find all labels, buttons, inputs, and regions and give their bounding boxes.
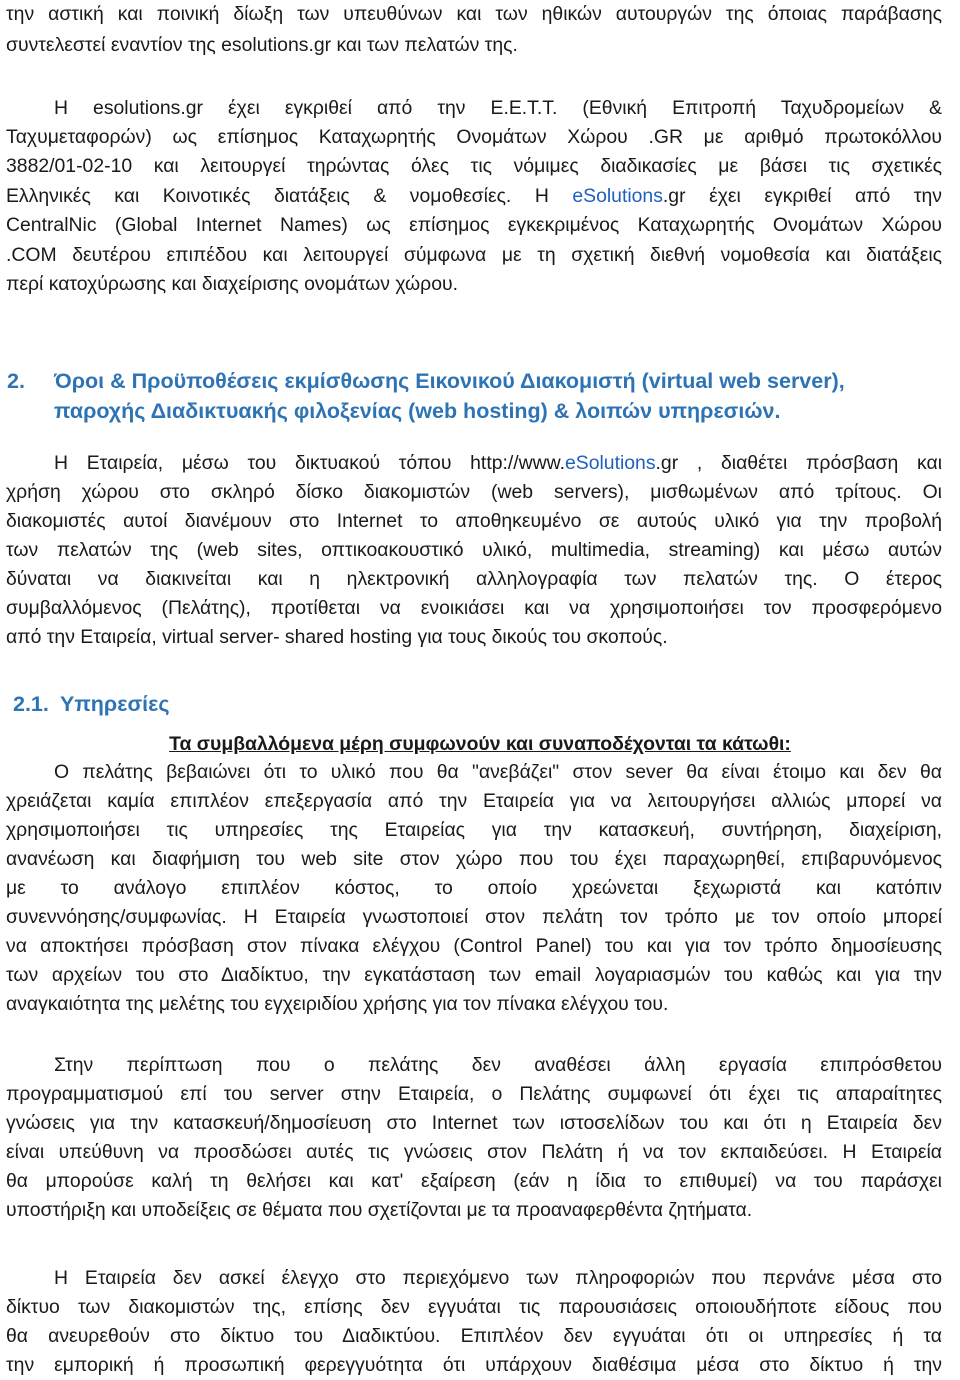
paragraph-line: των αρχείων του στο Διαδίκτυο, την εγκατάσταση των email λογαριασμών του καθώς και για την bbox=[6, 964, 942, 986]
paragraph-line: Η Εταιρεία δεν ασκεί έλεγχο στο περιεχόμενο των πληροφοριών που περνάνε μέσα στο bbox=[54, 1267, 942, 1289]
paragraph-line: CentralNic (Global Internet Names) ως επίσημος εγκεκριμένος Καταχωρητής Ονομάτων Χώρου bbox=[6, 214, 942, 236]
paragraph-line: θα ανευρεθούν στο δίκτυο του Διαδικτύου. Επιπλέον δεν εγγυάται ότι οι υπηρεσίες ή τα bbox=[6, 1325, 942, 1347]
paragraph-line: Ταχυμεταφορών) ως επίσημος Καταχωρητής Ονομάτων Χώρου .GR με αριθμό πρωτοκόλλου bbox=[6, 126, 942, 148]
subsection-number: 2.1. bbox=[13, 692, 49, 716]
paragraph-line: την εμπορική ή προσωπική φερεγγυότητα ότι υπάρχουν διαθέσιμα μέσα στο δίκτυο ή την bbox=[6, 1354, 942, 1376]
paragraph-line: ανανέωση και διαφήμιση του web site στον χώρο που του έχει παραχωρηθεί, επιβαρυνόμενος bbox=[6, 848, 942, 870]
paragraph-line: δίκτυο των διακομιστών της, επίσης δεν εγγυάται τις παρουσιάσεις οποιουδήποτε είδους που bbox=[6, 1296, 942, 1318]
paragraph-line: .COM δευτέρου επιπέδου και λειτουργεί σύμφωνα με τη σχετική διεθνή νομοθεσία και διατάξεις bbox=[6, 244, 942, 266]
paragraph-line: χρησιμοποιήσει τις υπηρεσίες της Εταιρείας για την κατασκευή, συντήρηση, διαχείριση, bbox=[6, 819, 942, 841]
paragraph-line: Στην περίπτωση που ο πελάτης δεν αναθέσει άλλη εργασία επιπρόσθετου bbox=[54, 1054, 942, 1076]
paragraph-line: χρήση χώρου στο σκληρό δίσκο διακομιστών (web servers), μισθωμένων από τρίτους. Οι bbox=[6, 481, 942, 503]
paragraph-line: χρειάζεται καμία επιπλέον επεξεργασία από την Εταιρεία για να λειτουργήσει αλλιώς μπορεί να bbox=[6, 790, 942, 812]
paragraph-line: υποστήριξη και υποδείξεις σε θέματα που σχετίζονται με τα προαναφερθέντα ζητήματα. bbox=[6, 1199, 753, 1221]
section-title: Όροι & Προϋποθέσεις εκμίσθωσης Εικονικού Διακομιστή (virtual web server), bbox=[54, 369, 845, 393]
paragraph-line: διακομιστές αυτοί διανέμουν στο Internet το αποθηκευμένο σε αυτούς υλικό για την προβολή bbox=[6, 510, 942, 532]
paragraph-line bbox=[6, 182, 942, 211]
paragraph-line: με το ανάλογο επιπλέον κόστος, το οποίο χρεώνεται ξεχωριστά και κατόπιν bbox=[6, 877, 942, 899]
paragraph-line: θα μπορούσε καλή τη θελήσει και κατ' εξαίρεση (εάν η ίδια το επιθυμεί) να του παράσχει bbox=[6, 1170, 942, 1192]
paragraph-line: δύναται να διακινείται και η ηλεκτρονική αλληλογραφία των πελατών της. Ο έτερος bbox=[6, 568, 942, 590]
subsection-subtitle: Τα συμβαλλόμενα μέρη συμφωνούν και συναποδέχονται τα κάτωθι: bbox=[169, 733, 791, 755]
paragraph-line: να αποκτήσει πρόσβαση στον πίνακα ελέγχου (Control Panel) του και για τον τρόπο δημοσίευσης bbox=[6, 935, 942, 957]
text-run: Ελληνικές και Κοινοτικές διατάξεις & νομοθεσίες. Η bbox=[6, 185, 573, 207]
paragraph-line: συμβαλλόμενος (Πελάτης), προτίθεται να ενοικιάσει και να χρησιμοποιήσει τον προσφερόμενο bbox=[6, 597, 942, 619]
brand-esolutions: eSolutions bbox=[572, 185, 663, 207]
paragraph-line: προγραμματισμού επί του server στην Εταιρεία, ο Πελάτης συμφωνεί ότι έχει τις απαραίτητες bbox=[6, 1083, 942, 1105]
paragraph-line: γνώσεις για την κατασκευή/δημοσίευση στο Internet των ιστοσελίδων του και ότι η Εταιρεία δεν bbox=[6, 1112, 942, 1134]
paragraph-line: αναγκαιότητα της μελέτης του εγχειριδίου χρήσης για τον πίνακα ελέγχου του. bbox=[6, 993, 669, 1015]
paragraph-line bbox=[54, 449, 942, 478]
paragraph-line: είναι υπεύθυνη να προσδώσει αυτές τις γνώσεις στον Πελάτη ή να τον εκπαιδεύσει. Η Εταιρεία bbox=[6, 1141, 942, 1163]
paragraph-line: περί κατοχύρωσης και διαχείρισης ονομάτων χώρου. bbox=[6, 273, 458, 295]
text-run: .gr έχει εγκριθεί από την bbox=[662, 185, 942, 207]
paragraph-line: Η esolutions.gr έχει εγκριθεί από την Ε.Ε.Τ.Τ. (Εθνική Επιτροπή Ταχυδρομείων & bbox=[54, 97, 942, 119]
paragraph-line: από την Εταιρεία, virtual server- shared hosting για τους δικούς του σκοπούς. bbox=[6, 626, 668, 648]
text-run: .gr , διαθέτει πρόσβαση και bbox=[655, 452, 942, 474]
paragraph-line: Ο πελάτης βεβαιώνει ότι το υλικό που θα "ανεβάζει" στον sever θα είναι έτοιμο και δεν θα bbox=[54, 761, 942, 783]
section-number: 2. bbox=[7, 369, 25, 393]
paragraph-line: την αστική και ποινική δίωξη των υπευθύνων και των ηθικών αυτουργών της όποιας παράβασης bbox=[6, 3, 942, 25]
paragraph-line: 3882/01-02-10 και λειτουργεί τηρώντας όλες τις νόμιμες διαδικασίες με βάσει τις σχετικές bbox=[6, 155, 942, 177]
section-title: παροχής Διαδικτυακής φιλοξενίας (web hosting) & λοιπών υπηρεσιών. bbox=[54, 399, 781, 423]
brand-esolutions: eSolutions bbox=[564, 452, 656, 474]
subsection-title: Υπηρεσίες bbox=[60, 692, 170, 716]
paragraph-line: των πελατών της (web sites, οπτικοακουστικό υλικό, multimedia, streaming) και μέσω αυτών bbox=[6, 539, 942, 561]
paragraph-line: συντελεστεί εναντίον της esolutions.gr και των πελατών της. bbox=[6, 34, 518, 56]
text-run: Η Εταιρεία, μέσω του δικτυακού τόπου http://www. bbox=[54, 452, 565, 474]
paragraph-line: συνεννόησης/συμφωνίας. Η Εταιρεία γνωστοποιεί στον πελάτη τον τρόπο με τον οποίο μπορεί bbox=[6, 906, 942, 928]
